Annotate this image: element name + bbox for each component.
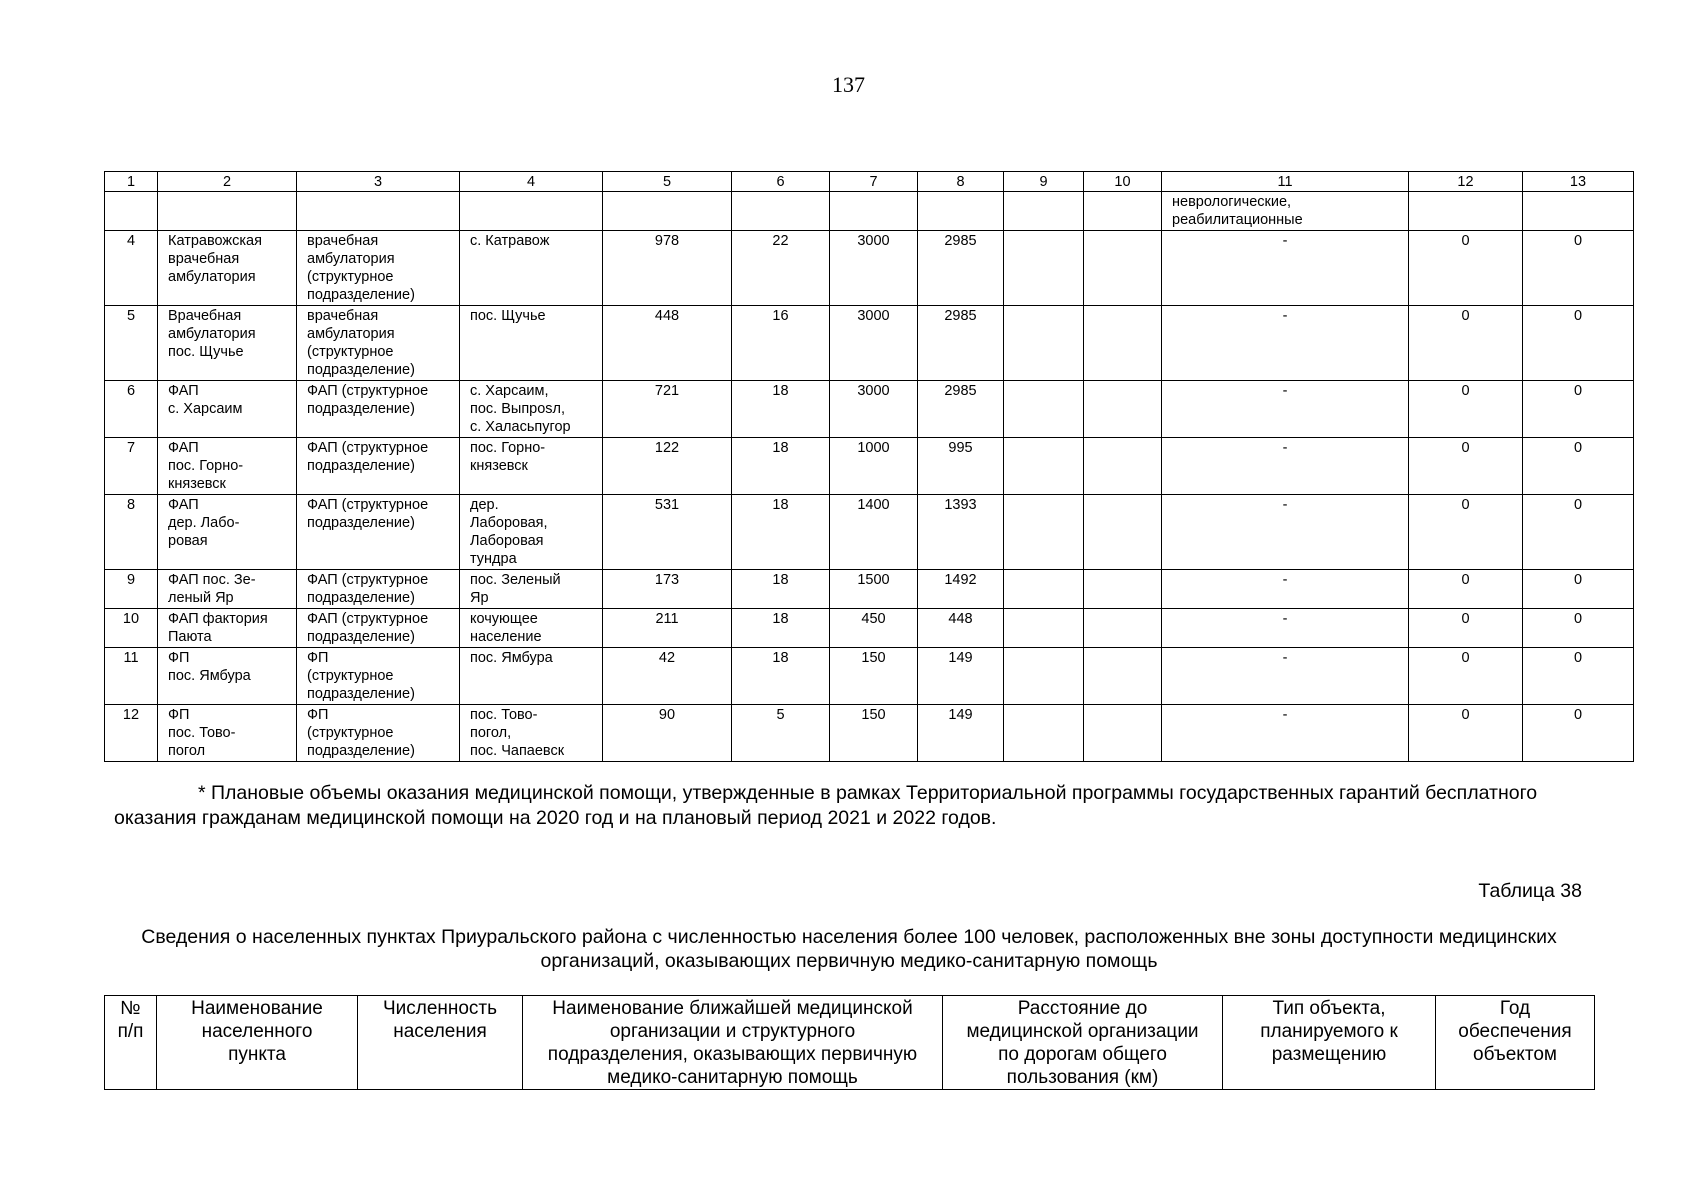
table-cell [1084, 306, 1162, 381]
table-cell: Врачебная амбулатория пос. Щучье [158, 306, 297, 381]
table-cell [1004, 381, 1084, 438]
table-cell: 0 [1523, 438, 1634, 495]
table-cell: 0 [1409, 570, 1523, 609]
table-cell: - [1162, 231, 1409, 306]
table-cell [1004, 438, 1084, 495]
table-cell: 2985 [918, 231, 1004, 306]
table-cell [1004, 495, 1084, 570]
table-cell: кочующее население [460, 609, 603, 648]
table-cell: 0 [1409, 609, 1523, 648]
table-cell: ФАП (структурное подразделение) [297, 570, 460, 609]
table-header-row [105, 996, 1595, 1090]
table-cell [1004, 306, 1084, 381]
column-number: 2 [158, 172, 297, 192]
table-cell: 11 [105, 648, 158, 705]
table-cell: 0 [1409, 381, 1523, 438]
table-cell: ФАП (структурное подразделение) [297, 438, 460, 495]
table-cell [732, 192, 830, 231]
table-cell: 0 [1523, 381, 1634, 438]
table-cell: 3000 [830, 306, 918, 381]
table-cell [830, 192, 918, 231]
table-cell: 150 [830, 648, 918, 705]
table-cell: ФП пос. Ямбура [158, 648, 297, 705]
table-cell: - [1162, 609, 1409, 648]
table-cell: 0 [1523, 705, 1634, 762]
table-cell: 149 [918, 648, 1004, 705]
table-cell: 2985 [918, 306, 1004, 381]
table-cell [1004, 231, 1084, 306]
table-cell: 10 [105, 609, 158, 648]
table-cell: 6 [105, 381, 158, 438]
table-row [105, 648, 1634, 705]
table-cell: 448 [603, 306, 732, 381]
column-number: 7 [830, 172, 918, 192]
column-number: 1 [105, 172, 158, 192]
column-header: Наименование ближайшей медицинской организации и структурного подразделения, оказывающих первичную медико-санитарную помощь [523, 996, 943, 1090]
table-cell: 5 [732, 705, 830, 762]
medical-facilities-table [104, 171, 1634, 762]
table-cell: 0 [1409, 705, 1523, 762]
table-cell: - [1162, 570, 1409, 609]
table-cell: 531 [603, 495, 732, 570]
footnote: * Плановые объемы оказания медицинской помощи, утвержденные в рамках Территориальной программы государственных гарантий бесплатного оказания гражданам медицинской помощи на 2020 год и на плановый период 2021 и 2022 годов. [114, 782, 1538, 829]
table-cell: врачебная амбулатория (структурное подразделение) [297, 306, 460, 381]
table-body [105, 172, 1634, 762]
column-header: Численность населения [358, 996, 523, 1090]
table-cell: 90 [603, 705, 732, 762]
table-cell: 12 [105, 705, 158, 762]
table-cell [1084, 609, 1162, 648]
table-cell [1004, 570, 1084, 609]
column-number: 8 [918, 172, 1004, 192]
column-header: Тип объекта, планируемого к размещению [1223, 996, 1436, 1090]
table-cell: 8 [105, 495, 158, 570]
table-cell [1523, 192, 1634, 231]
table-cell: 0 [1523, 648, 1634, 705]
table-cell: 0 [1409, 648, 1523, 705]
column-number: 12 [1409, 172, 1523, 192]
table-cell: ФАП дер. Лабо- ровая [158, 495, 297, 570]
table-cell: 9 [105, 570, 158, 609]
table-row [105, 705, 1634, 762]
table-cell: ФП (структурное подразделение) [297, 705, 460, 762]
table-cell: 7 [105, 438, 158, 495]
table-header-row [105, 172, 1634, 192]
table-cell: 3000 [830, 231, 918, 306]
table-row [105, 495, 1634, 570]
table-cell: - [1162, 495, 1409, 570]
table-cell: ФАП с. Харсаим [158, 381, 297, 438]
settlements-table [104, 995, 1595, 1090]
table-cell: 18 [732, 438, 830, 495]
table-row [105, 306, 1634, 381]
table-cell: 0 [1523, 609, 1634, 648]
column-number: 6 [732, 172, 830, 192]
table-cell [1004, 705, 1084, 762]
table-cell [1084, 705, 1162, 762]
table-cell: 18 [732, 495, 830, 570]
table-cell [1004, 648, 1084, 705]
table-cell [1084, 570, 1162, 609]
table-cell: - [1162, 438, 1409, 495]
table-cell: ФАП (структурное подразделение) [297, 609, 460, 648]
column-number: 4 [460, 172, 603, 192]
table-cell: 0 [1523, 570, 1634, 609]
table-cell: 978 [603, 231, 732, 306]
table-cell: 0 [1409, 306, 1523, 381]
table-title: Сведения о населенных пунктах Приуральского района с численностью населения более 100 человек, расположенных вне зоны доступности медицинских организаций, оказывающих первичную медико-санитарную помощь [141, 926, 1557, 972]
table-cell: 1400 [830, 495, 918, 570]
table-cell: 42 [603, 648, 732, 705]
column-number: 9 [1004, 172, 1084, 192]
table-cell [1084, 648, 1162, 705]
table-cell: пос. Щучье [460, 306, 603, 381]
table-cell: 1000 [830, 438, 918, 495]
column-number: 13 [1523, 172, 1634, 192]
table-cell: 0 [1523, 231, 1634, 306]
table-cell: с. Катравож [460, 231, 603, 306]
table-cell: 721 [603, 381, 732, 438]
table-cell: 18 [732, 381, 830, 438]
table-row [105, 192, 1634, 231]
table-label: Таблица 38 [1478, 880, 1582, 902]
table-cell [1084, 192, 1162, 231]
table-cell: 0 [1409, 231, 1523, 306]
table-cell: ФП (структурное подразделение) [297, 648, 460, 705]
column-header: Наименование населенного пункта [157, 996, 358, 1090]
table-row [105, 438, 1634, 495]
table-cell [1004, 192, 1084, 231]
table-cell: 5 [105, 306, 158, 381]
table-cell: 22 [732, 231, 830, 306]
table-cell: 18 [732, 648, 830, 705]
table-cell: дер. Лаборовая, Лаборовая тундра [460, 495, 603, 570]
table-cell: с. Харсаим, пос. Выпposл, с. Халасьпугор [460, 381, 603, 438]
column-header: № п/п [105, 996, 157, 1090]
table-cell: 18 [732, 609, 830, 648]
table-cell: 3000 [830, 381, 918, 438]
table-cell [1084, 381, 1162, 438]
column-number: 10 [1084, 172, 1162, 192]
table-cell: 450 [830, 609, 918, 648]
table-cell: 995 [918, 438, 1004, 495]
table-cell: - [1162, 306, 1409, 381]
table-cell: 0 [1409, 438, 1523, 495]
table-cell [1004, 609, 1084, 648]
table-cell: 1393 [918, 495, 1004, 570]
column-header: Год обеспечения объектом [1436, 996, 1595, 1090]
table-cell [1084, 231, 1162, 306]
table-cell: ФАП пос. Горно- князевск [158, 438, 297, 495]
table-cell: пос. Зеленый Яр [460, 570, 603, 609]
table-cell: 173 [603, 570, 732, 609]
table-cell: 0 [1523, 495, 1634, 570]
table-cell: 0 [1523, 306, 1634, 381]
table-cell [297, 192, 460, 231]
table-row [105, 609, 1634, 648]
table-cell: - [1162, 705, 1409, 762]
table-cell: - [1162, 648, 1409, 705]
column-number: 3 [297, 172, 460, 192]
table-cell [1084, 495, 1162, 570]
table-cell: ФАП пос. Зе- леный Яр [158, 570, 297, 609]
table-cell: 122 [603, 438, 732, 495]
table-cell: врачебная амбулатория (структурное подразделение) [297, 231, 460, 306]
table-cell: 4 [105, 231, 158, 306]
page-number: 137 [832, 72, 865, 97]
table-cell: 18 [732, 570, 830, 609]
table-cell: 2985 [918, 381, 1004, 438]
table-cell: ФАП фактория Паюта [158, 609, 297, 648]
table-cell [158, 192, 297, 231]
table-cell [918, 192, 1004, 231]
table-cell: пос. Горно- князевск [460, 438, 603, 495]
table-cell [460, 192, 603, 231]
table-cell: пос. Тово- погол, пос. Чапаевск [460, 705, 603, 762]
table-row [105, 231, 1634, 306]
table-cell: 1492 [918, 570, 1004, 609]
column-number: 5 [603, 172, 732, 192]
table-cell: 149 [918, 705, 1004, 762]
table-header [105, 996, 1595, 1090]
table-cell: ФП пос. Тово- погол [158, 705, 297, 762]
table-cell: - [1162, 381, 1409, 438]
table-cell: ФАП (структурное подразделение) [297, 381, 460, 438]
table-cell: 211 [603, 609, 732, 648]
table-cell: ФАП (структурное подразделение) [297, 495, 460, 570]
table-cell [603, 192, 732, 231]
table-cell: 448 [918, 609, 1004, 648]
table-cell: неврологические, реабилитационные [1162, 192, 1409, 231]
table-cell: Катравожская врачебная амбулатория [158, 231, 297, 306]
table-cell [1084, 438, 1162, 495]
table-cell: 1500 [830, 570, 918, 609]
table-cell: пос. Ямбура [460, 648, 603, 705]
column-header: Расстояние до медицинской организации по дорогам общего пользования (км) [943, 996, 1223, 1090]
table-row [105, 381, 1634, 438]
table-cell [1409, 192, 1523, 231]
table-cell: 150 [830, 705, 918, 762]
table-cell: 16 [732, 306, 830, 381]
table-cell: 0 [1409, 495, 1523, 570]
column-number: 11 [1162, 172, 1409, 192]
table-cell [105, 192, 158, 231]
table-row [105, 570, 1634, 609]
